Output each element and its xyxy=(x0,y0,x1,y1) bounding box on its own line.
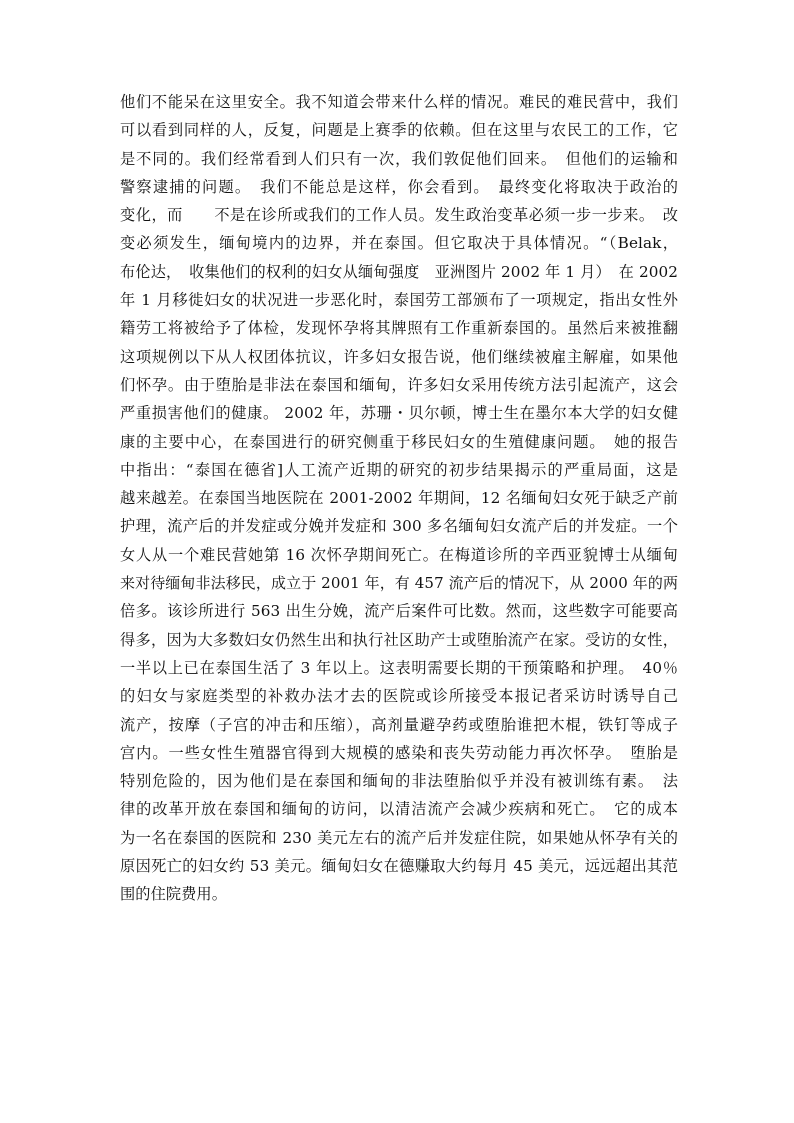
text-line: 籍劳工将被给予了体检，发现怀孕将其牌照有工作重新泰国的。虽然后来被推翻 xyxy=(120,319,678,338)
text-line: 越来越差。在泰国当地医院在 2001-2002 年期间，12 名缅甸妇女死于缺乏产前 xyxy=(120,489,678,508)
text-line: 围的住院费用。 xyxy=(120,885,228,904)
text-line: 这项规例以下从人权团体抗议，许多妇女报告说，他们继续被雇主解雇，如果他 xyxy=(120,347,678,366)
text-line: 倍多。该诊所进行 563 出生分娩，流产后案件可比数。然而，这些数字可能要高 xyxy=(120,602,678,621)
text-line: 特别危险的，因为他们是在泰国和缅甸的非法堕胎似乎并没有被训练有素。 法 xyxy=(120,772,678,791)
text-line: 为一名在泰国的医院和 230 美元左右的流产后并发症住院，如果她从怀孕有关的 xyxy=(120,828,678,847)
text-line: 原因死亡的妇女约 53 美元。缅甸妇女在德赚取大约每月 45 美元，远远超出其范 xyxy=(120,857,678,876)
text-line: 的妇女与家庭类型的补救办法才去的医院或诊所接受本报记者采访时诱导自己 xyxy=(120,687,678,706)
text-line: 康的主要中心，在泰国进行的研究侧重于移民妇女的生殖健康问题。 她的报告 xyxy=(120,432,678,451)
text-line: 女人从一个难民营她第 16 次怀孕期间死亡。在梅道诊所的辛西亚貌博士从缅甸 xyxy=(120,545,678,564)
text-line: 一半以上已在泰国生活了 3 年以上。这表明需要长期的干预策略和护理。 40％ xyxy=(120,658,678,677)
text-line: 可以看到同样的人，反复，问题是上赛季的依赖。但在这里与农民工的工作，它 xyxy=(120,121,678,140)
text-line: 布伦达， 收集他们的权利的妇女从缅甸强度 亚洲图片 2002 年 1 月） 在 2002 xyxy=(120,262,678,281)
text-line: 变必须发生，缅甸境内的边界，并在泰国。但它取决于具体情况。“（Belak， xyxy=(120,234,678,253)
text-line: 是不同的。我们经常看到人们只有一次，我们敦促他们回来。 但他们的运输和 xyxy=(120,149,678,168)
text-line: 他们不能呆在这里安全。我不知道会带来什么样的情况。难民的难民营中，我们 xyxy=(120,93,678,111)
text-line: 得多，因为大多数妇女仍然生出和执行社区助产士或堕胎流产在家。受访的女性， xyxy=(120,630,678,649)
text-line: 来对待缅甸非法移民，成立于 2001 年，有 457 流产后的情况下，从 2000 年的两 xyxy=(120,574,679,593)
text-line: 宫内。一些女性生殖器官得到大规模的感染和丧失劳动能力再次怀孕。 堕胎是 xyxy=(120,743,678,762)
text-line: 中指出：“泰国在德省]人工流产近期的研究的初步结果揭示的严重局面，这是 xyxy=(120,460,678,479)
text-line: 们怀孕。由于堕胎是非法在泰国和缅甸，许多妇女采用传统方法引起流产，这会 xyxy=(120,375,678,394)
text-line: 严重损害他们的健康。 2002 年，苏珊・贝尔顿，博士生在墨尔本大学的妇女健 xyxy=(120,404,678,423)
text-line: 护理，流产后的并发症或分娩并发症和 300 多名缅甸妇女流产后的并发症。一个 xyxy=(120,517,678,536)
text-line: 流产，按摩（子宫的冲击和压缩），高剂量避孕药或堕胎谁把木棍，铁钉等成子 xyxy=(120,715,678,734)
text-line: 律的改革开放在泰国和缅甸的访问，以清洁流产会减少疾病和死亡。 它的成本 xyxy=(120,800,678,819)
text-line: 年 1 月移徙妇女的状况进一步恶化时，泰国劳工部颁布了一项规定，指出女性外 xyxy=(120,291,678,310)
document-body xyxy=(120,88,678,909)
text-line: 变化，而 不是在诊所或我们的工作人员。发生政治变革必须一步一步来。 改 xyxy=(120,206,678,225)
text-line: 警察逮捕的问题。 我们不能总是这样，你会看到。 最终变化将取决于政治的 xyxy=(120,177,678,196)
